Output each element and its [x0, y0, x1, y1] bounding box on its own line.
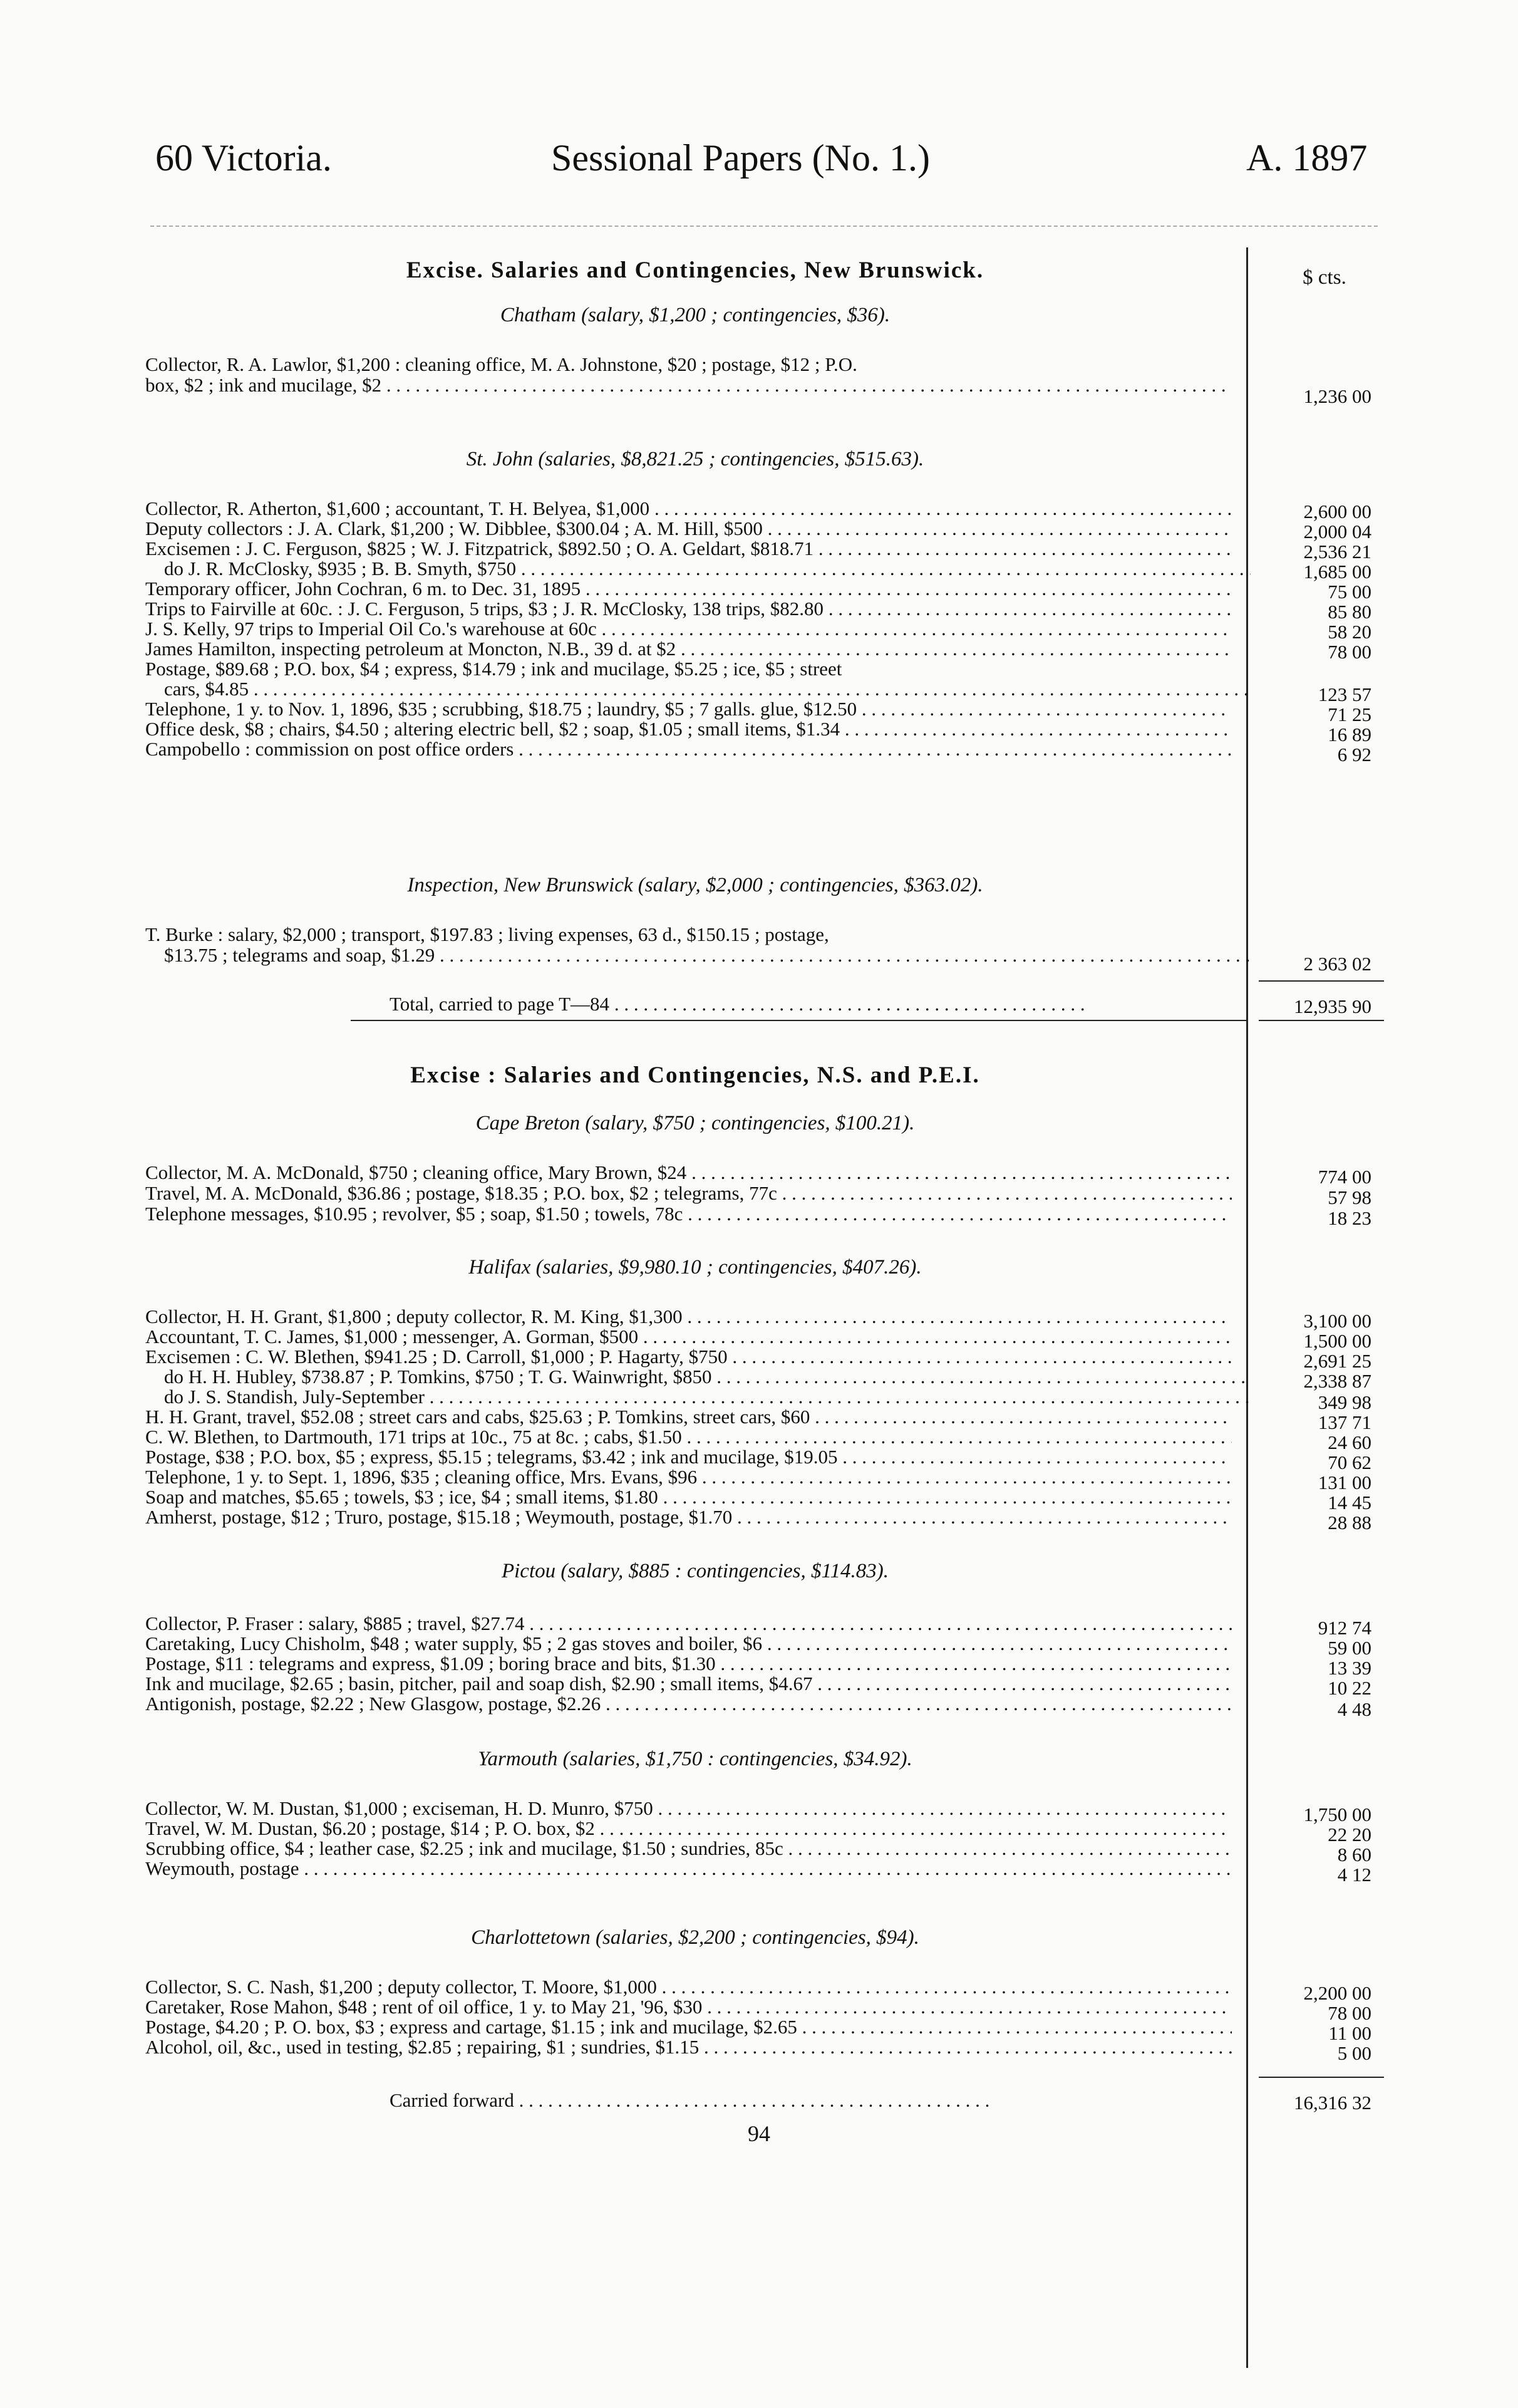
yarmouth-line: Travel, W. M. Dustan, $6.20 ; postage, $14 ; P. O. box, $2 . . .	[145, 1818, 1232, 1839]
stjohn-line: Trips to Fairville at 60c. : J. C. Ferguson, 5 trips, $3 ; J. R. McClosky, 138 trips, $82.80 . . .	[145, 598, 1232, 620]
stjohn-amount: 16 89	[1328, 724, 1371, 745]
pictou-amount: 10 22	[1328, 1677, 1371, 1699]
total-rule	[1259, 1020, 1384, 1021]
stjohn-line: cars, $4.85 . . .	[145, 678, 1251, 700]
carried-forward-amount: 16,316 32	[1294, 2092, 1371, 2114]
pictou-amount: 912 74	[1318, 1617, 1371, 1639]
pictou-amount: 13 39	[1328, 1657, 1371, 1679]
total-label: Total, carried to page T—84	[390, 993, 610, 1015]
stjohn-line: J. S. Kelly, 97 trips to Imperial Oil Co.'s warehouse at 60c . . .	[145, 618, 1232, 640]
yarmouth-line: Weymouth, postage . . .	[145, 1858, 1232, 1879]
halifax-amount: 14 45	[1328, 1492, 1371, 1513]
pictou-amount: 4 48	[1337, 1698, 1371, 1720]
stjohn-amount: 58 20	[1328, 621, 1371, 643]
cape-line: Telephone messages, $10.95 ; revolver, $5 ; soap, $1.50 ; towels, 78c . . .	[145, 1203, 1232, 1225]
halifax-line: Soap and matches, $5.65 ; towels, $3 ; ice, $4 ; small items, $1.80 . . .	[145, 1487, 1232, 1508]
header-right: A. 1897	[1246, 137, 1368, 179]
stjohn-amount: 2,600 00	[1303, 501, 1371, 522]
halifax-amount: 3,100 00	[1303, 1310, 1371, 1332]
stjohn-amount: 71 25	[1328, 703, 1371, 725]
stjohn-line: Office desk, $8 ; chairs, $4.50 ; altering electric bell, $2 ; soap, $1.05 ; small items, $1.34 . . .	[145, 719, 1232, 740]
stjohn-line: Temporary officer, John Cochran, 6 m. to Dec. 31, 1895 . . .	[145, 578, 1232, 599]
stjohn-amount: 1,685 00	[1303, 561, 1371, 583]
subheading-st-john: St. John (salaries, $8,821.25 ; contingencies, $515.63).	[466, 448, 924, 470]
halifax-line: Amherst, postage, $12 ; Truro, postage, $15.18 ; Weymouth, postage, $1.70 . . .	[145, 1507, 1232, 1528]
section-title-new-brunswick: Excise. Salaries and Contingencies, New Brunswick.	[406, 257, 984, 283]
pictou-amount: 59 00	[1328, 1637, 1371, 1659]
stjohn-line: James Hamilton, inspecting petroleum at Moncton, N.B., 39 d. at $2 . . .	[145, 638, 1232, 660]
halifax-amount: 28 88	[1328, 1512, 1371, 1534]
section-separator	[351, 1020, 1246, 1021]
stjohn-amount: 123 57	[1318, 683, 1371, 705]
halifax-line: Postage, $38 ; P.O. box, $5 ; express, $5.15 ; telegrams, $3.42 ; ink and mucilage, $19.05 . . .	[145, 1446, 1232, 1468]
stjohn-line: Campobello : commission on post office orders . . .	[145, 739, 1232, 760]
charlottetown-line: Alcohol, oil, &c., used in testing, $2.85 ; repairing, $1 ; sundries, $1.15 . . .	[145, 2037, 1232, 2058]
pictou-line: Antigonish, postage, $2.22 ; New Glasgow, postage, $2.26 . . .	[145, 1693, 1232, 1715]
charlottetown-amount: 11 00	[1328, 2022, 1371, 2044]
stjohn-line: Deputy collectors : J. A. Clark, $1,200 ; W. Dibblee, $300.04 ; A. M. Hill, $500 . . .	[145, 518, 1232, 539]
pictou-line: Postage, $11 : telegrams and express, $1.09 ; boring brace and bits, $1.30 . . .	[145, 1653, 1232, 1674]
charlottetown-line: Postage, $4.20 ; P. O. box, $3 ; express and cartage, $1.15 ; ink and mucilage, $2.65 . . .	[145, 2016, 1232, 2038]
header-left: 60 Victoria.	[155, 137, 332, 179]
pictou-line: Collector, P. Fraser : salary, $885 ; travel, $27.74 . . .	[145, 1613, 1232, 1634]
charlottetown-amount: 5 00	[1337, 2042, 1371, 2064]
subheading-halifax: Halifax (salaries, $9,980.10 ; contingencies, $407.26).	[468, 1256, 922, 1279]
yarmouth-amount: 8 60	[1337, 1844, 1371, 1866]
halifax-line: Excisemen : C. W. Blethen, $941.25 ; D. Carroll, $1,000 ; P. Hagarty, $750 . . .	[145, 1346, 1232, 1367]
header-center: Sessional Papers (No. 1.)	[551, 137, 930, 179]
pictou-line: Ink and mucilage, $2.65 ; basin, pitcher, pail and soap dish, $2.90 ; small items, $4.67 . . .	[145, 1673, 1232, 1694]
halifax-amount: 349 98	[1318, 1391, 1371, 1413]
stjohn-line: do J. R. McClosky, $935 ; B. B. Smyth, $750 . . .	[145, 558, 1251, 579]
chatham-line-1: Collector, R. A. Lawlor, $1,200 : cleaning office, M. A. Johnstone, $20 ; postage, $12 ; P.O.	[145, 354, 857, 375]
halifax-amount: 2,338 87	[1303, 1370, 1371, 1392]
halifax-amount: 24 60	[1328, 1431, 1371, 1453]
dollar-cents-heading: $ cts.	[1303, 266, 1346, 289]
cape-line: Travel, M. A. McDonald, $36.86 ; postage, $18.35 ; P.O. box, $2 ; telegrams, 77c . . .	[145, 1183, 1232, 1204]
stjohn-amount: 78 00	[1328, 641, 1371, 663]
yarmouth-line: Collector, W. M. Dustan, $1,000 ; exciseman, H. D. Munro, $750 . . .	[145, 1798, 1232, 1819]
inspection-line-1: T. Burke : salary, $2,000 ; transport, $197.83 ; living expenses, 63 d., $150.15 ; postage,	[145, 924, 829, 945]
yarmouth-line: Scrubbing office, $4 ; leather case, $2.25 ; ink and mucilage, $1.50 ; sundries, 85c . . .	[145, 1838, 1232, 1859]
yarmouth-amount: 4 12	[1337, 1864, 1371, 1886]
subheading-pictou: Pictou (salary, $885 : contingencies, $114.83).	[501, 1560, 889, 1582]
charlottetown-amount: 78 00	[1328, 2002, 1371, 2024]
halifax-line: Telephone, 1 y. to Sept. 1, 1896, $35 ; cleaning office, Mrs. Evans, $96 . . .	[145, 1466, 1232, 1488]
subheading-inspection: Inspection, New Brunswick (salary, $2,000 ; contingencies, $363.02).	[407, 874, 983, 896]
subheading-cape-breton: Cape Breton (salary, $750 ; contingencies, $100.21).	[475, 1112, 915, 1134]
stjohn-line: Postage, $89.68 ; P.O. box, $4 ; express, $14.79 ; ink and mucilage, $5.25 ; ice, $5 ; street	[145, 658, 842, 680]
cape-line: Collector, M. A. McDonald, $750 ; cleaning office, Mary Brown, $24 . . .	[145, 1162, 1232, 1183]
halifax-line: Accountant, T. C. James, $1,000 ; messenger, A. Gorman, $500 . . .	[145, 1326, 1232, 1347]
charlottetown-amount: 2,200 00	[1303, 1982, 1371, 2004]
subheading-charlottetown: Charlottetown (salaries, $2,200 ; contingencies, $94).	[471, 1926, 919, 1949]
charlottetown-line: Caretaker, Rose Mahon, $48 ; rent of oil office, 1 y. to May 21, '96, $30 . . .	[145, 1996, 1232, 2018]
stjohn-amount: 6 92	[1337, 744, 1371, 765]
carried-forward-label: Carried forward	[390, 2089, 514, 2111]
total-amount: 12,935 90	[1294, 995, 1371, 1017]
carried-forward-row	[145, 2089, 1232, 2112]
halifax-amount: 2,691 25	[1303, 1350, 1371, 1372]
carried-rule	[1259, 2077, 1384, 2078]
halifax-line: do H. H. Hubley, $738.87 ; P. Tomkins, $750 ; T. G. Wainwright, $850 . . .	[145, 1366, 1251, 1388]
halifax-line: Collector, H. H. Grant, $1,800 ; deputy collector, R. M. King, $1,300 . . .	[145, 1306, 1232, 1327]
inspection-line-2: $13.75 ; telegrams and soap, $1.29 . . .	[145, 945, 1251, 966]
subheading-yarmouth: Yarmouth (salaries, $1,750 : contingencies, $34.92).	[478, 1748, 912, 1770]
yarmouth-amount: 22 20	[1328, 1824, 1371, 1845]
yarmouth-amount: 1,750 00	[1303, 1803, 1371, 1825]
stjohn-line: Telephone, 1 y. to Nov. 1, 1896, $35 ; scrubbing, $18.75 ; laundry, $5 ; 7 galls. glue, $12.50 . . .	[145, 698, 1232, 720]
stjohn-line: Collector, R. Atherton, $1,600 ; accountant, T. H. Belyea, $1,000 . . .	[145, 498, 1232, 519]
halifax-amount: 131 00	[1318, 1471, 1371, 1493]
subheading-chatham: Chatham (salary, $1,200 ; contingencies, $36).	[500, 304, 891, 326]
halifax-amount: 70 62	[1328, 1451, 1371, 1473]
section-title-ns-pei: Excise : Salaries and Contingencies, N.S. and P.E.I.	[410, 1062, 980, 1088]
halifax-line: H. H. Grant, travel, $52.08 ; street cars and cabs, $25.63 ; P. Tomkins, street cars, $60 . . .	[145, 1406, 1232, 1428]
cape-amount: 57 98	[1328, 1186, 1371, 1208]
halifax-line: C. W. Blethen, to Dartmouth, 171 trips at 10c., 75 at 8c. ; cabs, $1.50 . . .	[145, 1426, 1232, 1448]
pictou-line: Caretaking, Lucy Chisholm, $48 ; water supply, $5 ; 2 gas stoves and boiler, $6 . . .	[145, 1633, 1232, 1654]
halifax-line: do J. S. Standish, July-September . . .	[145, 1386, 1251, 1408]
stjohn-amount: 85 80	[1328, 601, 1371, 623]
stjohn-amount: 2,000 04	[1303, 521, 1371, 542]
charlottetown-line: Collector, S. C. Nash, $1,200 ; deputy collector, T. Moore, $1,000 . . .	[145, 1976, 1232, 1998]
page-number: 94	[748, 2121, 770, 2146]
stjohn-amount: 75 00	[1328, 581, 1371, 603]
header-rule	[150, 226, 1378, 227]
subtotal-rule	[1259, 980, 1384, 982]
total-row	[145, 993, 1232, 1015]
cape-amount: 18 23	[1328, 1207, 1371, 1229]
inspection-amount: 2 363 02	[1303, 953, 1371, 975]
chatham-line-2: box, $2 ; ink and mucilage, $2 . . .	[145, 375, 1232, 396]
chatham-amount: 1,236 00	[1303, 385, 1371, 407]
cape-amount: 774 00	[1318, 1166, 1371, 1188]
halifax-amount: 1,500 00	[1303, 1330, 1371, 1352]
stjohn-line: Excisemen : J. C. Ferguson, $825 ; W. J. Fitzpatrick, $892.50 ; O. A. Geldart, $818.71 . . .	[145, 538, 1232, 559]
stjohn-amount: 2,536 21	[1303, 541, 1371, 563]
halifax-amount: 137 71	[1318, 1411, 1371, 1433]
